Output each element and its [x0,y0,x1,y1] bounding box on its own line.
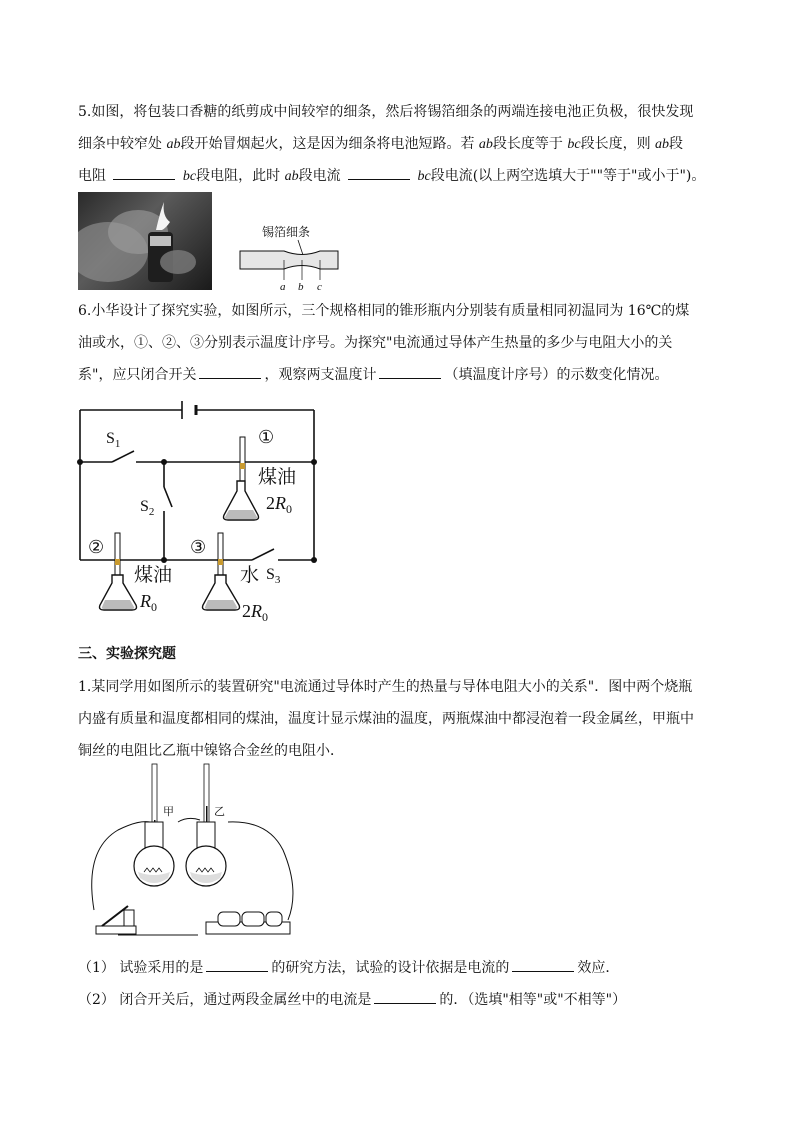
answer-blank[interactable] [348,165,410,180]
thermometer-2-label: ② [88,537,105,558]
q5-var: ab [478,137,493,152]
junction-dot [311,557,317,563]
q5-var: bc [182,169,197,184]
battery-pack [206,912,290,934]
photo-illustration [78,192,212,290]
q5-var: bc [417,169,431,184]
thermometer-1-label: ① [258,427,275,448]
flask-yi-label: 乙 [214,805,225,818]
answer-blank[interactable] [113,165,175,180]
q6-text: ，观察两支温度计 [264,367,377,383]
flask-1-liquid-label: 煤油 [258,466,297,488]
point-c-label: c [317,281,322,293]
exp1-line2: 内盛有质量和温度都相同的煤油，温度计显示煤油的温度，两瓶煤油中都浸泡着一段金属丝，甲瓶中 [78,711,694,727]
q6-circuit-diagram [72,395,322,625]
q5-text: 段开始冒烟起火，这是因为细条将电池短路。若 [180,136,479,152]
q6-text: 系"，应只闭合开关 [78,367,197,383]
flask-1 [224,437,259,520]
q5-var: bc [567,137,581,152]
junction-dot [77,459,83,465]
foil-strip-label: 锡箔细条 [262,225,311,239]
flask-yi [186,822,226,886]
answer-blank[interactable] [374,989,436,1004]
switch-s2-label: $S_2$ [140,498,155,518]
flask-3-resistance: $2R_0$ [242,601,268,624]
junction-dot [161,557,167,563]
q5-text: 段电阻，此时 [196,168,285,184]
switch-s1-label: $S_1$ [106,430,121,450]
flask-jia [134,822,174,886]
flask-2 [100,533,137,610]
exp1-sub2 [78,989,626,1009]
q5-line2 [78,133,683,153]
q5-line1: 5.如图，将包装口香糖的纸剪成中间较窄的细条，然后将锡箔细条的两端连接电池正负极，很快发现 [78,104,694,120]
foil-strip-diagram [232,220,344,292]
gum-foil-photo [78,192,212,290]
q5-var: ab [166,137,181,152]
q5-var: ab [284,169,299,184]
knife-switch [96,906,136,934]
exp1-text: （1） 试验采用的是 [78,960,204,976]
foil-strip [240,251,338,269]
q5-line3 [78,165,705,185]
switch-s3-label: $S_3$ [266,566,281,586]
flask-2-liquid-label: 煤油 [134,564,173,586]
answer-blank[interactable] [512,957,574,972]
q5-text: 段长度等于 [492,136,568,152]
point-a-label: a [280,281,286,293]
exp1-text: （2） 闭合开关后，通过两段金属丝中的电流是 [78,992,372,1008]
exp1-line3: 铜丝的电阻比乙瓶中镍铬合金丝的电阻小． [78,743,344,759]
q6-text: （填温度计序号）的示数变化情况。 [444,367,669,383]
q5-text: 段长度，则 [580,136,656,152]
flask-3-liquid-label: 水 [240,564,260,586]
exp1-text: 的．（选填"相等"或"不相等"） [439,992,627,1008]
q6-line2: 油或水，①、②、③分别表示温度计序号。为探究"电流通过导体产生热量的多少与电阻大小的关 [78,335,673,351]
exp1-line1: 1.某同学用如图所示的装置研究"电流通过导体时产生的热量与导体电阻大小的关系"．图中两个烧瓶 [78,679,693,695]
q6-line1: 6.小华设计了探究实验，如图所示，三个规格相同的锥形瓶内分别装有质量相同初温同为 16℃的煤 [78,303,690,319]
flask-2-resistance: $R_0$ [140,591,157,614]
q6-line3 [78,364,668,384]
q5-var: ab [655,137,670,152]
exp1-text: 的研究方法，试验的设计依据是电流的 [271,960,510,976]
q5-text: 段电流(以上两空选填大于""等于"或小于")。 [430,168,706,184]
answer-blank[interactable] [206,957,268,972]
point-b-label: b [298,281,304,293]
flask-jia-label: 甲 [163,805,174,818]
exp1-text: 效应． [577,960,620,976]
experiment-apparatus-diagram [88,760,308,945]
exp1-sub1 [78,957,619,977]
q5-text: 电阻 [78,168,111,184]
q5-text: 段电流 [298,168,346,184]
flask-3 [203,533,240,610]
answer-blank[interactable] [379,364,441,379]
junction-dot [161,459,167,465]
junction-dot [311,459,317,465]
flask-1-resistance: $2R_0$ [266,493,292,516]
answer-blank[interactable] [199,364,261,379]
thermometer-3-label: ③ [190,537,207,558]
q5-text: 段 [669,136,684,152]
q5-text: 细条中较窄处 [78,136,167,152]
section-heading: 三、实验探究题 [78,646,176,662]
